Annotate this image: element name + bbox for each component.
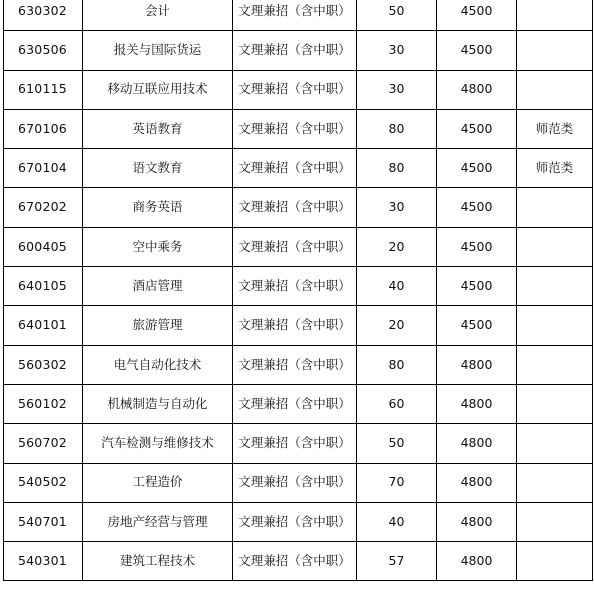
major-code-cell: 610115 bbox=[4, 70, 83, 109]
major-name-cell: 英语教育 bbox=[83, 109, 233, 148]
major-code-cell: 670106 bbox=[4, 109, 83, 148]
major-code-cell: 540301 bbox=[4, 542, 83, 581]
note-cell bbox=[517, 463, 593, 502]
plan-count-cell: 50 bbox=[357, 0, 437, 31]
note-cell bbox=[517, 227, 593, 266]
enrollment-type-cell: 文理兼招（含中职） bbox=[233, 70, 357, 109]
note-cell bbox=[517, 31, 593, 70]
plan-count-cell: 40 bbox=[357, 267, 437, 306]
plan-count-cell: 80 bbox=[357, 345, 437, 384]
major-code-cell: 560302 bbox=[4, 345, 83, 384]
note-cell bbox=[517, 345, 593, 384]
enrollment-table bbox=[3, 0, 593, 581]
tuition-fee-cell: 4500 bbox=[437, 267, 517, 306]
enrollment-type-cell: 文理兼招（含中职） bbox=[233, 502, 357, 541]
major-name-cell: 空中乘务 bbox=[83, 227, 233, 266]
major-code-cell: 670104 bbox=[4, 149, 83, 188]
major-name-cell: 旅游管理 bbox=[83, 306, 233, 345]
tuition-fee-cell: 4500 bbox=[437, 31, 517, 70]
major-code-cell: 640101 bbox=[4, 306, 83, 345]
major-code-cell: 670202 bbox=[4, 188, 83, 227]
enrollment-type-cell: 文理兼招（含中职） bbox=[233, 149, 357, 188]
plan-count-cell: 30 bbox=[357, 188, 437, 227]
tuition-fee-cell: 4500 bbox=[437, 188, 517, 227]
tuition-fee-cell: 4800 bbox=[437, 384, 517, 423]
tuition-fee-cell: 4500 bbox=[437, 149, 517, 188]
tuition-fee-cell: 4800 bbox=[437, 463, 517, 502]
major-code-cell: 540502 bbox=[4, 463, 83, 502]
tuition-fee-cell: 4800 bbox=[437, 542, 517, 581]
note-cell bbox=[517, 70, 593, 109]
table-row bbox=[4, 424, 593, 463]
enrollment-type-cell: 文理兼招（含中职） bbox=[233, 109, 357, 148]
major-code-cell: 600405 bbox=[4, 227, 83, 266]
note-cell bbox=[517, 542, 593, 581]
major-name-cell: 机械制造与自动化 bbox=[83, 384, 233, 423]
table-row bbox=[4, 542, 593, 581]
table-row bbox=[4, 502, 593, 541]
major-name-cell: 商务英语 bbox=[83, 188, 233, 227]
plan-count-cell: 20 bbox=[357, 306, 437, 345]
note-cell: 师范类 bbox=[517, 109, 593, 148]
note-cell bbox=[517, 267, 593, 306]
table-row bbox=[4, 463, 593, 502]
enrollment-type-cell: 文理兼招（含中职） bbox=[233, 345, 357, 384]
major-name-cell: 工程造价 bbox=[83, 463, 233, 502]
table-row bbox=[4, 188, 593, 227]
tuition-fee-cell: 4800 bbox=[437, 70, 517, 109]
table-row bbox=[4, 0, 593, 31]
major-code-cell: 640105 bbox=[4, 267, 83, 306]
table-row bbox=[4, 306, 593, 345]
tuition-fee-cell: 4500 bbox=[437, 109, 517, 148]
plan-count-cell: 40 bbox=[357, 502, 437, 541]
plan-count-cell: 80 bbox=[357, 109, 437, 148]
major-name-cell: 房地产经营与管理 bbox=[83, 502, 233, 541]
major-code-cell: 560102 bbox=[4, 384, 83, 423]
plan-count-cell: 57 bbox=[357, 542, 437, 581]
tuition-fee-cell: 4500 bbox=[437, 306, 517, 345]
plan-count-cell: 70 bbox=[357, 463, 437, 502]
plan-count-cell: 60 bbox=[357, 384, 437, 423]
table-body bbox=[4, 0, 593, 581]
note-cell bbox=[517, 306, 593, 345]
note-cell: 师范类 bbox=[517, 149, 593, 188]
table-row bbox=[4, 267, 593, 306]
enrollment-type-cell: 文理兼招（含中职） bbox=[233, 424, 357, 463]
enrollment-type-cell: 文理兼招（含中职） bbox=[233, 227, 357, 266]
enrollment-type-cell: 文理兼招（含中职） bbox=[233, 31, 357, 70]
tuition-fee-cell: 4500 bbox=[437, 0, 517, 31]
tuition-fee-cell: 4800 bbox=[437, 345, 517, 384]
table-row bbox=[4, 384, 593, 423]
tuition-fee-cell: 4500 bbox=[437, 227, 517, 266]
enrollment-type-cell: 文理兼招（含中职） bbox=[233, 267, 357, 306]
major-name-cell: 移动互联应用技术 bbox=[83, 70, 233, 109]
enrollment-type-cell: 文理兼招（含中职） bbox=[233, 542, 357, 581]
enrollment-type-cell: 文理兼招（含中职） bbox=[233, 306, 357, 345]
major-code-cell: 630506 bbox=[4, 31, 83, 70]
table-row bbox=[4, 31, 593, 70]
major-code-cell: 630302 bbox=[4, 0, 83, 31]
major-code-cell: 560702 bbox=[4, 424, 83, 463]
major-name-cell: 酒店管理 bbox=[83, 267, 233, 306]
plan-count-cell: 50 bbox=[357, 424, 437, 463]
major-name-cell: 会计 bbox=[83, 0, 233, 31]
tuition-fee-cell: 4800 bbox=[437, 502, 517, 541]
note-cell bbox=[517, 502, 593, 541]
note-cell bbox=[517, 424, 593, 463]
major-name-cell: 电气自动化技术 bbox=[83, 345, 233, 384]
table-row bbox=[4, 70, 593, 109]
tuition-fee-cell: 4800 bbox=[437, 424, 517, 463]
major-name-cell: 建筑工程技术 bbox=[83, 542, 233, 581]
enrollment-type-cell: 文理兼招（含中职） bbox=[233, 0, 357, 31]
major-code-cell: 540701 bbox=[4, 502, 83, 541]
plan-count-cell: 30 bbox=[357, 70, 437, 109]
table-row bbox=[4, 149, 593, 188]
table-row bbox=[4, 227, 593, 266]
major-name-cell: 报关与国际货运 bbox=[83, 31, 233, 70]
plan-count-cell: 20 bbox=[357, 227, 437, 266]
note-cell bbox=[517, 0, 593, 31]
plan-count-cell: 80 bbox=[357, 149, 437, 188]
enrollment-type-cell: 文理兼招（含中职） bbox=[233, 384, 357, 423]
major-name-cell: 汽车检测与维修技术 bbox=[83, 424, 233, 463]
table-row bbox=[4, 345, 593, 384]
enrollment-type-cell: 文理兼招（含中职） bbox=[233, 463, 357, 502]
enrollment-type-cell: 文理兼招（含中职） bbox=[233, 188, 357, 227]
note-cell bbox=[517, 384, 593, 423]
major-name-cell: 语文教育 bbox=[83, 149, 233, 188]
plan-count-cell: 30 bbox=[357, 31, 437, 70]
note-cell bbox=[517, 188, 593, 227]
table-row bbox=[4, 109, 593, 148]
